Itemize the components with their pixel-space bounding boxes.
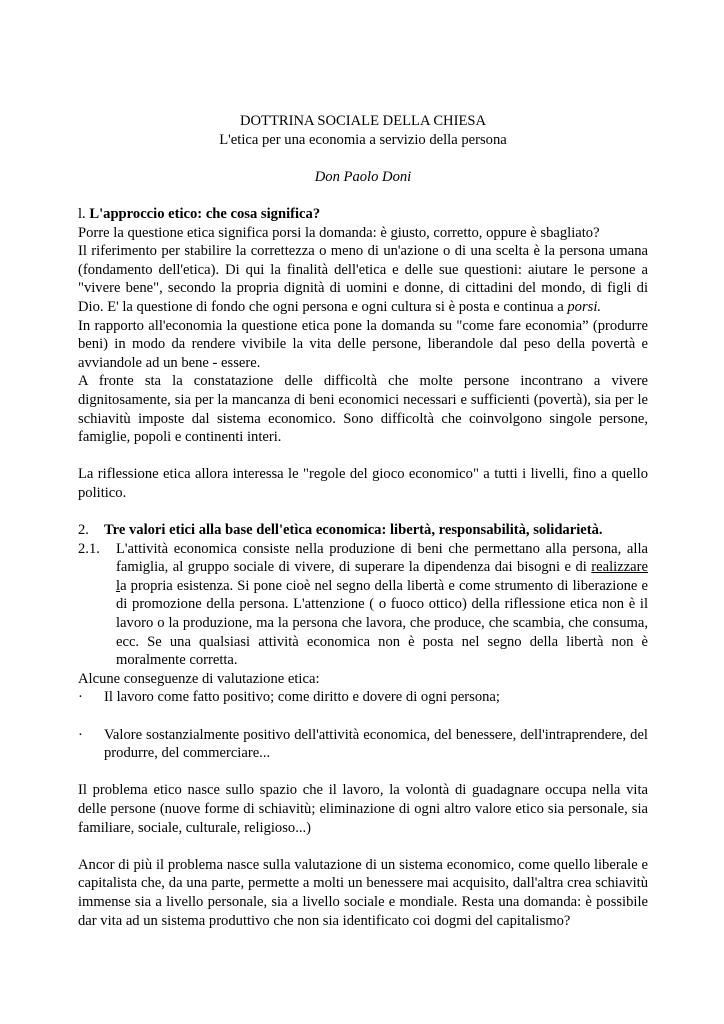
section-2-heading — [78, 521, 648, 540]
document-page — [78, 112, 648, 930]
section-1-paragraph-2: In rapporto all'economia la questione etica pone la domanda su "come fare economia” (produrre beni) in modo da rendere vivibile la vita delle persone, liberandole dal peso della povertà e avviandole ad un bene - essere. — [78, 317, 648, 371]
section-1-line-1: Porre la questione etica significa porsi la domanda: è giusto, corretto, oppure è sbagliato? — [78, 224, 600, 241]
subsection-2-1 — [78, 540, 648, 670]
section-2-number: 2. — [78, 522, 89, 539]
section-1-paragraph-3: A fronte sta la constatazione delle difficoltà che molte persone incontrano a vivere dignitosamente, sia per la mancanza di beni economici necessari e sufficienti (povertà), sia per le schiavitù imposte dal sistema economico. Sono difficoltà che coinvolgono singole persone, famiglie, popoli e continenti interi. — [78, 373, 648, 446]
subsection-2-1-text: L'attività economica consiste nella produzione di beni che permettano alla persona, alla famiglia, al gruppo sociale di vivere, di superare la dipendenza dai bisogni e di realizzare la propria esistenza. Si pone cioè nel segno della libertà e come strumento di liberazione e di promozione della persona. L'attenzione ( o fuoco ottico) della riflessione etica non è il lavoro o la produzione, ma la persona che lavora, che produce, che scambia, che consuma, ecc. Se una qualsiasi attività economica non è posta nel segno della libertà non è moralmente corretta. — [116, 540, 648, 669]
list-item-text: Il lavoro come fatto positivo; come diritto e dovere di ogni persona; — [104, 689, 500, 706]
section-2-title: Tre valori etici alla base dell'etìca economica: libertà, responsabilità, solidarietà. — [104, 522, 603, 539]
bullet-marker: · — [78, 726, 83, 743]
section-1 — [78, 205, 648, 503]
author-name: Don Paolo Doni — [314, 168, 412, 185]
section-2-paragraph-6: Ancor di più il problema nasce sulla valutazione di un sistema economico, come quello liberale e capitalista che, da una parte, permette a molti un benessere mai acquisito, dall'altra crea schiavitù immense sia a livello personale, sia a livello sociale e mondiale. Resta una domanda: è possibile dar vita ad un sistema produttivo che non sia identificato coi dogmi del capitalismo? — [78, 856, 648, 929]
list-item — [78, 726, 648, 763]
consequences-intro: Alcune conseguenze di valutazione etica: — [78, 670, 320, 687]
section-1-paragraph-4: La riflessione etica allora interessa le "regole del gioco economico" a tutti i livelli, fino a quello politico. — [78, 466, 648, 501]
document-title: DOTTRINA SOCIALE DELLA CHIESA — [239, 113, 487, 129]
section-2 — [78, 521, 648, 930]
section-1-number: l. — [78, 205, 86, 222]
section-1-heading — [78, 205, 648, 224]
section-2-paragraph-5: Il problema etico nasce sullo spazio che il lavoro, la volontà di guadagnare occupa nella vita delle persone (nuove forme di schiavitù; eliminazione di ogni altro valore etico sia personale, sia familiare, sociale, culturale, religioso...) — [78, 782, 648, 836]
section-1-paragraph-1: Il riferimento per stabilire la correttezza o meno di un'azione o di una scelta è la persona umana (fondamento dell'etica). Di qui la finalità dell'etica e delle sue questioni: aiutare le persone a "vivere bene", secondo la propria dignità di uomini e donne, di cittadini del mondo, di figli di Dio. E' la questione di fondo che ogni persona e ogni cultura si è posta e continua a porsi. — [78, 243, 648, 315]
document-subtitle: L'etica per una economia a servizio della persona — [219, 131, 507, 148]
subsection-2-1-number: 2.1. — [78, 540, 100, 557]
bullet-marker: · — [78, 689, 83, 706]
section-1-title: L'approccio etico: che cosa significa? — [89, 205, 321, 222]
list-item — [78, 688, 648, 707]
list-item-text: Valore sostanzialmente positivo dell'attività economica, del benessere, dell'intraprendere, del produrre, del commerciare... — [104, 726, 648, 762]
